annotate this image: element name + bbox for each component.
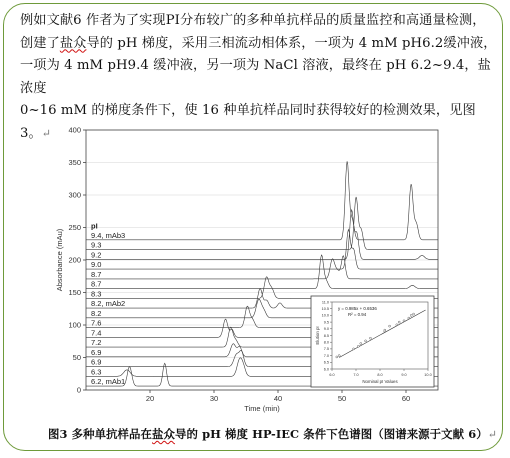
series-label: 6.9 [91,357,102,367]
inset-data-point [336,356,338,358]
y-tick-label: 100 [68,320,81,330]
text-run: 梯度，采用三相流动相体系，一项为 [141,35,355,51]
chromatogram-figure [0,118,510,418]
paragraph-line-3 [20,55,498,100]
series-label: 9.4, mAb3 [91,230,126,240]
inset-data-point [384,329,386,331]
text-run: 的梯度条件下，使 [91,103,198,119]
paragraph-mark-icon: ↵ [487,428,498,441]
spellcheck-underlined-text: 盐众 [152,427,176,441]
inset-x-tick-label: 10.0 [424,373,432,377]
inset-y-tick-label: 8.5 [323,333,329,338]
inset-data-point [396,324,398,326]
inset-y-tick-label: 11.0 [321,300,329,305]
inset-y-tick-label: 9.5 [323,320,329,325]
inset-data-point [357,345,359,347]
series-label: 8.7 [91,269,102,279]
inset-x-tick-label: 7.0 [353,373,359,377]
series-label: 7.4 [91,328,102,338]
series-label: 8.3 [91,289,102,299]
inset-data-point [360,343,362,345]
text-run: 创建了 [20,35,60,51]
inset-data-point [413,313,415,315]
inset-data-point [389,325,391,327]
text-run: ，盐浓度 [20,58,491,96]
series-label: 7.2 [91,338,102,348]
series-label: 6.3 [91,367,102,377]
series-label: 6.2, mAb1 [91,377,126,387]
series-label: 9.2 [91,250,102,260]
y-tick-label: 50 [72,353,81,362]
series-label: 9.0 [91,260,102,270]
inset-y-tick-label: 7.5 [323,347,329,352]
inset-data-point [338,355,340,357]
inset-y-axis-label: Elution pI [315,326,320,345]
text-run: 导的 [86,35,114,51]
text-run: 一项为 [20,58,60,74]
paragraph-line-2 [20,33,498,56]
series-label: 8.2 [91,308,102,318]
text-run: 。 [28,125,42,141]
inset-data-point [353,348,355,350]
inset-x-tick-label: 9.0 [401,373,407,377]
text-run: 分布较广的多种单抗样品的质量监控和高通量检测， [179,13,486,28]
text-run: 缓冲液， [443,35,497,51]
text-run: pH [117,35,138,51]
paragraph-mark-icon: ↵ [41,126,52,140]
chromatogram-trace [86,277,438,299]
y-axis-label: Absorbance (mAu) [55,228,64,292]
text-run: 缓冲液，另一项为 [153,58,260,74]
text-run: 4 mM pH6.2 [358,35,444,51]
caption-text: 导的 pH 梯度 HP-IEC 条件下色谱图（图谱来源于文献 6） [175,427,488,441]
series-label: 8.2, mAb2 [91,299,126,309]
x-tick-label: 20 [145,394,155,403]
x-tick-label: 30 [209,394,219,403]
y-tick-label: 150 [68,288,81,297]
y-tick-label: 0 [76,385,81,395]
text-run: 3 [20,125,29,141]
text-run: PI [165,13,180,28]
paragraph-line-1 [20,10,498,33]
y-tick-label: 200 [68,255,81,265]
x-tick-label: 50 [337,394,347,403]
inset-data-point [410,314,412,316]
x-tick-label: 40 [273,394,283,403]
inset-y-tick-label: 6.5 [323,360,329,365]
series-label: 6.9 [91,347,102,357]
text-run: 6 [73,13,82,28]
inset-x-tick-label: 6.0 [329,373,335,377]
inset-data-point [408,317,410,319]
series-label: 8.7 [91,279,102,289]
text-run: 种单抗样品同时获得较好的检测效果，见图 [223,103,476,119]
x-tick-label: 60 [401,394,411,403]
text-run: 16 [202,103,220,119]
inset-y-tick-label: 7.0 [323,353,329,358]
inset-data-point [403,320,405,322]
series-label: 9.3 [91,240,102,250]
text-run: 作者为了实现 [85,13,166,28]
inset-r-squared: R² = 0.94 [348,312,367,317]
y-tick-label: 250 [68,223,81,232]
x-axis-label: Time (min) [244,404,280,413]
text-run: 例如文献 [20,13,74,28]
inset-y-tick-label: 10.0 [321,313,329,318]
spellcheck-underlined-text: 盐众 [59,35,87,51]
legend-title: pI [91,221,98,231]
inset-equation: y = 0.985x + 0.6536 [338,306,377,311]
inset-x-axis-label: Nominal pI Values [362,379,398,384]
text-run: 4 mM pH9.4 [64,58,149,74]
chromatogram-trace [86,161,438,240]
caption-text: 图3 多种单抗样品在 [48,427,153,441]
inset-data-point [398,321,400,323]
inset-data-point [369,337,371,339]
y-tick-label: 400 [68,125,81,135]
inset-y-tick-label: 10.5 [321,307,329,311]
inset-y-tick-label: 8.0 [323,340,329,345]
y-tick-label: 300 [68,190,81,200]
chromatogram-trace [86,210,438,260]
inset-x-tick-label: 8.0 [377,373,383,377]
text-run: 溶液，最终在 [302,58,382,74]
text-run: NaCl [263,58,298,74]
inset-y-tick-label: 6.0 [323,367,329,372]
figure-caption [48,426,498,442]
text-run: 0~16 mM [20,103,88,119]
series-label: 7.6 [91,318,102,328]
inset-y-tick-label: 9.0 [323,327,329,332]
chromatogram-trace [86,197,438,250]
y-tick-label: 350 [68,158,81,167]
inset-data-point [365,340,367,342]
text-run: pH 6.2~9.4 [386,58,465,74]
